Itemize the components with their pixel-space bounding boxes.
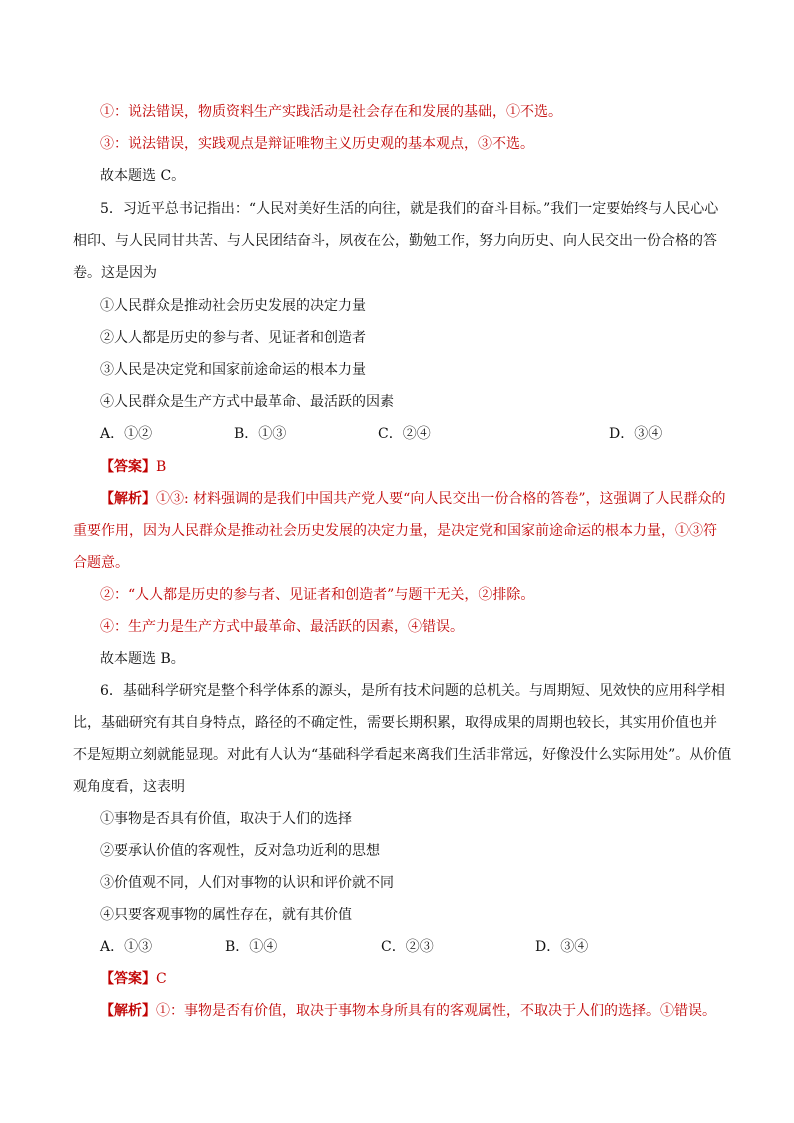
- q6-analysis-text-1: ①：事物是否有价值，取决于事物本身所具有的客观属性，不取决于人们的选择。①错误。: [156, 1003, 716, 1019]
- prev-analysis-line-1: ①：说法错误，物质资料生产实践活动是社会存在和发展的基础，①不选。: [100, 104, 562, 120]
- q5-analysis-line-2: 重要作用，因为人民群众是推动社会历史发展的决定力量，是决定党和国家前途命运的根本力量，①③符: [73, 523, 717, 539]
- q5-option-d: D．③④: [609, 426, 663, 442]
- q5-analysis-line-5: ④：生产力是生产方式中最革命、最活跃的因素，④错误。: [100, 619, 464, 635]
- q5-analysis-tag: 【解析】: [100, 491, 156, 507]
- q6-answer-value: C: [156, 971, 167, 987]
- q5-analysis-line-4: ②：“人人都是历史的参与者、见证者和创造者”与题干无关，②排除。: [100, 587, 535, 603]
- prev-conclusion: 故本题选 C。: [100, 168, 186, 184]
- q5-statement-4: ④人民群众是生产方式中最革命、最活跃的因素: [100, 394, 394, 410]
- q6-answer-tag: 【答案】: [100, 971, 156, 987]
- prev-analysis-line-2: ③：说法错误，实践观点是辩证唯物主义历史观的基本观点，③不选。: [100, 136, 534, 152]
- q6-answer: [100, 969, 167, 989]
- q5-stem-line-2: 相印、与人民同甘共苦、与人民团结奋斗，夙夜在公，勤勉工作，努力向历史、向人民交出一份合格的答: [73, 233, 717, 249]
- q5-analysis-text-1: ①③: 材料强调的是我们中国共产党人要“向人民交出一份合格的答卷”，这强调了人民群众的: [156, 491, 726, 507]
- q6-analysis-line-1: [100, 1001, 716, 1021]
- q5-option-c: C．②④: [378, 426, 431, 442]
- q5-option-b: B．①③: [234, 426, 287, 442]
- q6-stem-line-2: 比，基础研究有其自身特点，路径的不确定性，需要长期积累，取得成果的周期也较长，其实用价值也并: [73, 715, 717, 731]
- q5-answer: [100, 457, 166, 477]
- q6-stem-line-3: 不是短期立刻就能显现。对此有人认为“基础科学看起来离我们生活非常远，好像没什么实际用处”。从价值: [73, 747, 732, 763]
- q6-option-a: A．①③: [100, 939, 153, 955]
- q5-statement-1: ①人民群众是推动社会历史发展的决定力量: [100, 298, 366, 314]
- q5-analysis-line-1: [100, 489, 725, 509]
- q5-answer-tag: 【答案】: [100, 459, 156, 475]
- q6-option-c: C．②③: [381, 939, 434, 955]
- q5-stem-line-3: 卷。这是因为: [73, 265, 157, 281]
- q6-analysis-tag: 【解析】: [100, 1003, 156, 1019]
- q6-stem-line-4: 观角度看，这表明: [73, 779, 185, 795]
- q5-conclusion: 故本题选 B。: [100, 651, 185, 667]
- q6-statement-1: ①事物是否具有价值，取决于人们的选择: [100, 811, 352, 827]
- q5-answer-value: B: [156, 459, 167, 475]
- q5-statement-2: ②人人都是历史的参与者、见证者和创造者: [100, 330, 366, 346]
- q6-stem-line-1: 6．基础科学研究是整个科学体系的源头，是所有技术问题的总机关。与周期短、见效快的应用科学相: [100, 683, 725, 699]
- q6-statement-4: ④只要客观事物的属性存在，就有其价值: [100, 907, 352, 923]
- q6-option-d: D．③④: [535, 939, 589, 955]
- q5-stem-line-1: 5．习近平总书记指出：“人民对美好生活的向往，就是我们的奋斗目标。”我们一定要始终与人民心心: [100, 201, 719, 217]
- q5-statement-3: ③人民是决定党和国家前途命运的根本力量: [100, 362, 366, 378]
- q6-statement-2: ②要承认价值的客观性，反对急功近利的思想: [100, 843, 380, 859]
- q6-option-b: B．①④: [225, 939, 278, 955]
- q5-option-a: A．①②: [100, 426, 153, 442]
- q5-analysis-line-3: 合题意。: [73, 555, 129, 571]
- q6-statement-3: ③价值观不同，人们对事物的认识和评价就不同: [100, 875, 394, 891]
